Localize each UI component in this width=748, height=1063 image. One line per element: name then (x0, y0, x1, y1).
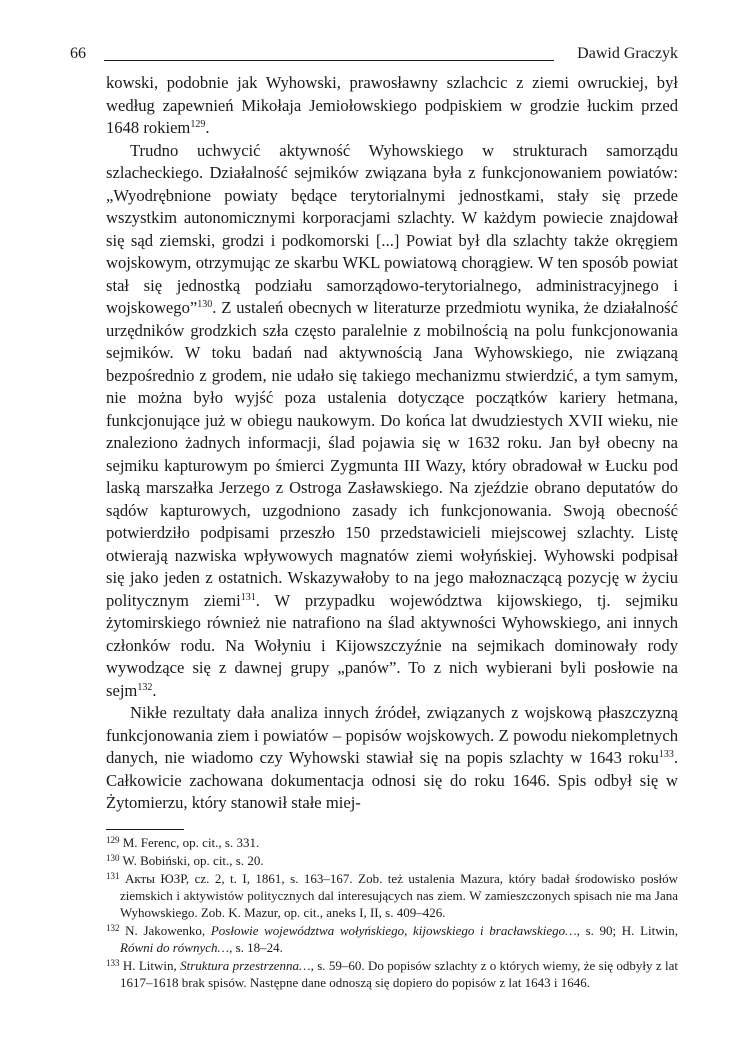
body-text (106, 72, 678, 815)
footnotes (106, 834, 678, 992)
paragraph-text: Trudno uchwycić aktywność Wyhowskiego w strukturach samorządu szlacheckiego. Działalność sejmików związana była z funkcjonowaniem powiatów: „Wyodrębnione powiaty będące terytorialnymi jednostkami, stały się przede wszystkim autonomicznymi korporacjami szlachty. W każdym powiecie znajdował się sąd ziemski, grodzi i podkomorski [...] Powiat był dla szlachty także okręgiem wojskowym, otrzymując ze skarbu WKL powiatową chorągiew. W ten sposób powiat stał się jednostką podziału samorządowo-terytorialnego, administracyjnego i wojskowego” (106, 140, 678, 317)
header-rule (104, 60, 554, 61)
paragraph-text: kowski, podobnie jak Wyhowski, prawosławny szlachcic z ziemi owruckiej, był według zapewnień Mikołaja Jemiołowskiego podpiskiem w grodzie łuckim przed 1648 rokiem (106, 73, 678, 137)
footnote-ref[interactable]: 133 (658, 749, 674, 760)
footnote-ref[interactable]: 131 (240, 591, 256, 603)
footnote (106, 834, 678, 851)
footnote-text: H. Litwin, (122, 958, 181, 973)
footnote-number: 131 (106, 871, 120, 881)
footnote-ref[interactable]: 129 (190, 119, 206, 130)
footnote-text: N. Jakowenko, (125, 923, 211, 938)
paragraph-3 (106, 702, 678, 815)
footnote-title: Posłowie województwa wołyńskiego, kijowskiego i bracławskiego… (210, 923, 577, 938)
footnote-ref[interactable]: 132 (137, 681, 153, 693)
footnote-number: 133 (106, 958, 120, 968)
footnote (106, 870, 678, 921)
running-author: Dawid Graczyk (577, 45, 678, 62)
paragraph-text: . Całkowicie zachowana dokumentacja odnosi się do roku 1646. Spis odbył się w Żytomierzu, który stanowił stałe miej- (106, 748, 678, 812)
paragraph-text: . Z ustaleń obecnych w literaturze przedmiotu wynika, że działalność urzędników grodzkich szła często paralelnie z mobilnością na polu funkcjonowania sejmików. W toku badań nad aktywnością Jana Wyhowskiego, nie związaną bezpośrednio z grodem, nie udało się takiego mechanizmu stwierdzić, a tym samym, nie można było wyjść poza ustalenia dotyczące początków kariery hetmana, funkcjonujące już w obiegu naukowym. Do końca lat dwudziestych XVII wieku, nie znaleziono żadnych informacji, ślad pojawia się w 1632 roku. Jan był obecny na sejmiku kapturowym po śmierci Zygmunta III Wazy, który obradował w Łucku pod laską marszałka Jerzego z Ostroga Zasławskiego. Na zjeździe obrano deputatów do sądów kapturowych, uzgodniono zasady ich funkcjonowania. Swoją obecność potwierdziło podpisami przeszło 150 przedstawicieli miejscowej szlachty. Listę otwierają nazwiska wpływowych magnatów ziemi wołyńskiej. Wyhowski podpisał się jako jeden z ostatnich. Wskazywałoby to na jego małoznaczącą pozycję w życiu politycznym ziemi (106, 298, 678, 610)
footnote (106, 957, 678, 991)
paragraph-text: Nikłe rezultaty dała analiza innych źródeł, związanych z wojskową płaszczyzną funkcjonowania ziem i powiatów – popisów wojskowych. Z powodu niekompletnych danych, nie wiadomo czy Wyhowski stawiał się na popis szlachty w 1643 roku (106, 703, 678, 767)
footnote-title: Równi do równych… (120, 940, 230, 955)
footnote-number: 129 (106, 835, 120, 845)
page-number: 66 (70, 45, 86, 62)
running-header (70, 45, 678, 67)
footnote-text: , s. 90; H. Litwin, (576, 923, 678, 938)
footnote-text: Акты ЮЗР, cz. 2, t. I, 1861, s. 163–167. Zob. też ustalenia Mazura, który badał środowisko posłów ziemskich i aktywistów politycznych dal interesujących nas ziem. W zamieszczonych spisach nie ma Jana Wyhowskiego. Zob. K. Mazur, op. cit., aneks I, II, s. 409–426. (120, 871, 679, 920)
paragraph-text: . (205, 118, 210, 137)
footnote-text: M. Ferenc, op. cit., s. 331. (122, 835, 260, 850)
footnote-text: , s. 59–60. Do popisów szlachty z o których wiemy, że się odbyły z lat 1617–1618 brak spisów. Następne dane odnoszą się dopiero do popisów z lat 1643 i 1646. (120, 958, 679, 990)
footnote-ref[interactable]: 130 (197, 299, 213, 310)
footnote (106, 922, 678, 956)
footnote-rule (106, 829, 184, 830)
paragraph-1 (106, 72, 678, 140)
paragraph-text: . (152, 680, 157, 700)
paragraph-text: . W przypadku województwa kijowskiego, tj. sejmiku żytomirskiego również nie natrafiono na ślad aktywności Wyhowskiego, ani innych członków rodu. Na Wołyniu i Kijowszczyźnie na sejmikach dominowały rody wywodzące się z dawnej grupy „panów”. To z nich wybierani byli posłowie na sejm (106, 590, 678, 700)
footnote-number: 132 (106, 923, 120, 933)
footnote (106, 852, 678, 869)
footnote-title: Struktura przestrzenna… (180, 958, 311, 973)
footnote-text: W. Bobiński, op. cit., s. 20. (122, 853, 264, 868)
footnote-number: 130 (106, 853, 120, 863)
footnote-text: , s. 18–24. (229, 940, 283, 955)
paragraph-2 (106, 140, 678, 703)
